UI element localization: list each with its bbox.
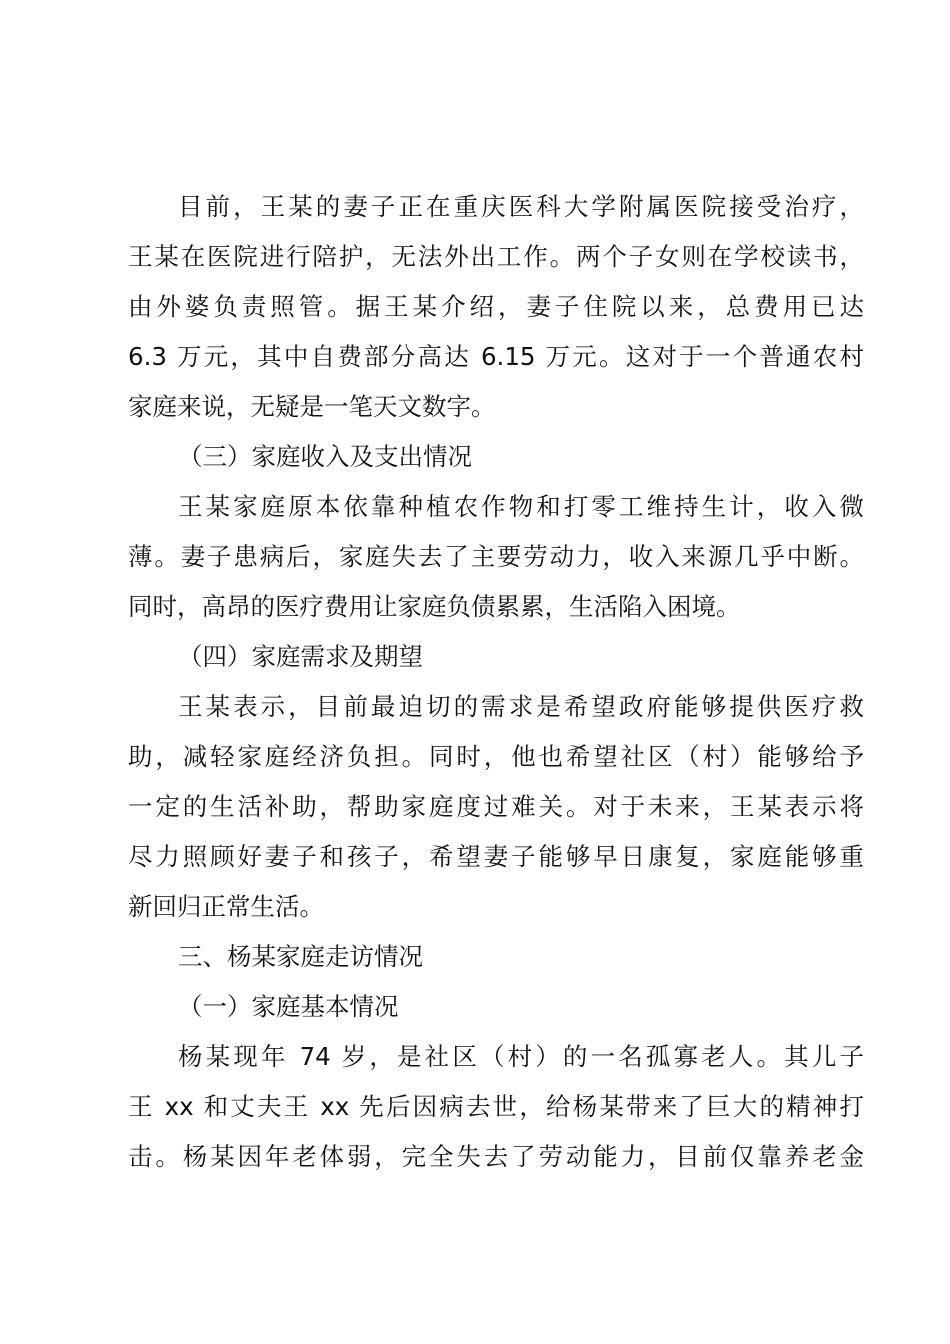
section-heading-basic-info: （一）家庭基本情况	[178, 992, 399, 1021]
text-line: 目前，王某的妻子正在重庆医科大学附属医院接受治疗，	[178, 192, 864, 221]
text-line: 王某表示，目前最迫切的需求是希望政府能够提供医疗救	[178, 692, 864, 721]
text-line: 6.3 万元，其中自费部分高达 6.15 万元。这对于一个普通农村	[128, 342, 864, 371]
paragraph-income	[128, 482, 864, 632]
document-page	[128, 182, 864, 1182]
text-line: 王某在医院进行陪护，无法外出工作。两个子女则在学校读书，	[128, 242, 864, 271]
section-heading-income: （三）家庭收入及支出情况	[178, 442, 472, 471]
text-line: 同时，高昂的医疗费用让家庭负债累累，生活陷入困境。	[128, 592, 741, 621]
text-line: 王某家庭原本依靠种植农作物和打零工维持生计，收入微	[178, 492, 864, 521]
text-line: 由外婆负责照管。据王某介绍，妻子住院以来，总费用已达	[128, 292, 864, 321]
section-heading-needs: （四）家庭需求及期望	[178, 642, 423, 671]
text-line: 家庭来说，无疑是一笔天文数字。	[128, 392, 496, 421]
text-line: 杨某现年 74 岁，是社区（村）的一名孤寡老人。其儿子	[178, 1042, 864, 1071]
text-line: 击。杨某因年老体弱，完全失去了劳动能力，目前仅靠养老金	[128, 1142, 864, 1171]
paragraph-basic-info	[128, 1032, 864, 1182]
text-line: 尽力照顾好妻子和孩子，希望妻子能够早日康复，家庭能够重	[128, 842, 864, 871]
text-line: 新回归正常生活。	[128, 892, 324, 921]
text-line: 薄。妻子患病后，家庭失去了主要劳动力，收入来源几乎中断。	[128, 542, 864, 571]
text-line: 助，减轻家庭经济负担。同时，他也希望社区（村）能够给予	[128, 742, 864, 771]
paragraph-needs	[128, 682, 864, 932]
text-line: 一定的生活补助，帮助家庭度过难关。对于未来，王某表示将	[128, 792, 864, 821]
text-line: 王 xx 和丈夫王 xx 先后因病去世，给杨某带来了巨大的精神打	[128, 1092, 864, 1121]
paragraph-treatment	[128, 182, 864, 432]
section-heading-yang-visit: 三、杨某家庭走访情况	[178, 942, 423, 971]
